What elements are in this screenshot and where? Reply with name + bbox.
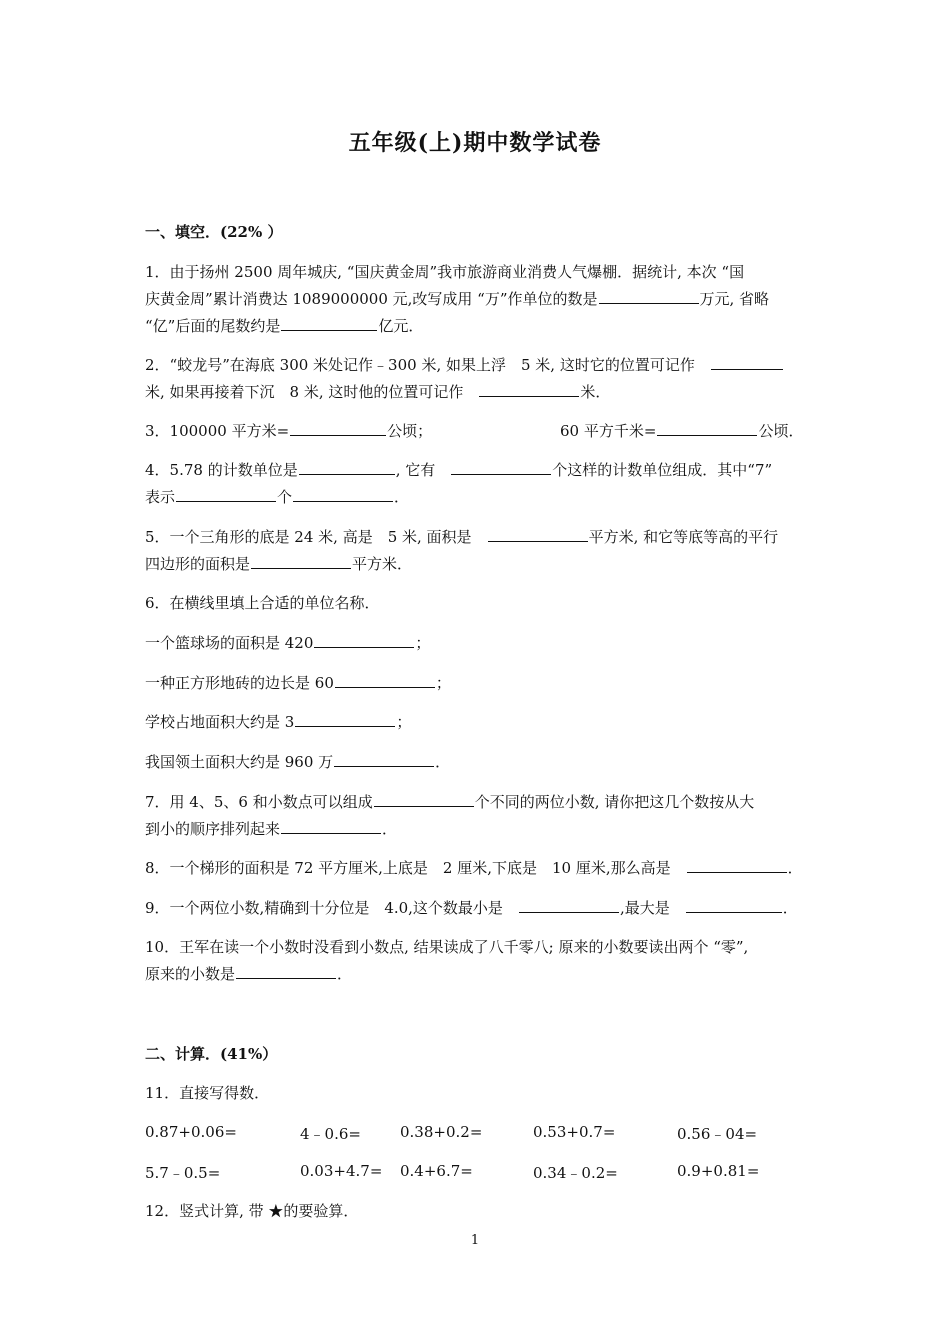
q5-blank-2[interactable]	[251, 554, 351, 569]
q6-item-c	[145, 712, 411, 732]
calc-item: 0.87+0.06=	[145, 1123, 237, 1141]
q3-text-d: 公顷．	[758, 422, 804, 440]
calc-item: 0.4+6.7=	[400, 1162, 473, 1180]
calc-item: 0.53+0.7=	[533, 1123, 616, 1141]
section-1-score: (22%	[220, 223, 263, 241]
q1-text-a: 庆黄金周”累计消费达 1089000000 元,改写成用 “万”作单位的数是	[145, 290, 598, 308]
calc-item: 5.7﹣0.5=	[145, 1164, 221, 1182]
q2-line-1	[145, 355, 784, 375]
q10-line-1: 10．王军在读一个小数时没看到小数点, 结果读成了八千零八; 原来的小数要读出两个 “零”,	[145, 938, 749, 956]
q4-text-b: , 它有	[395, 461, 436, 479]
q7-text-a: 7．用 4、5、6 和小数点可以组成	[145, 793, 373, 811]
q8-line	[145, 858, 803, 878]
q3-line-b	[560, 421, 803, 441]
q9-text-c: ．	[782, 899, 798, 917]
q6-blank-2[interactable]	[335, 673, 435, 688]
q4-line-1	[145, 460, 772, 480]
q9-blank-1[interactable]	[519, 898, 619, 913]
q7-text-d: ．	[382, 820, 398, 838]
q6-end-d: ．	[435, 753, 451, 771]
q6-semi-c: ；	[396, 713, 412, 731]
q4-text-a: 4．5.78 的计数单位是	[145, 461, 298, 479]
q6-item-b	[145, 673, 451, 693]
q9-text-a: 9．一个两位小数,精确到十分位是 4.0,这个数最小是	[145, 899, 503, 917]
q3-text-b: 公顷；	[387, 422, 433, 440]
q6-text-b: 一种正方形地砖的边长是 60	[145, 674, 334, 692]
q7-blank-2[interactable]	[281, 819, 381, 834]
q3-text-c: 60 平方千米=	[560, 422, 657, 440]
q5-text-c: 四边形的面积是	[145, 555, 251, 573]
section-1-label: 一、填空．	[145, 223, 221, 241]
q12-intro: 12．竖式计算, 带 ★的要验算．	[145, 1202, 359, 1220]
q6-intro: 6．在横线里填上合适的单位名称．	[145, 594, 380, 612]
q1-text-d: 亿元．	[378, 317, 424, 335]
section-1-close: ）	[267, 223, 283, 241]
q4-text-c: 个这样的计数单位组成．其中“7”	[552, 461, 773, 479]
q6-text-a: 一个篮球场的面积是 420	[145, 634, 314, 652]
q9-blank-2[interactable]	[686, 898, 782, 913]
section-1-heading	[145, 221, 283, 242]
q6-semi-a: ；	[415, 634, 431, 652]
q4-blank-2[interactable]	[451, 460, 551, 475]
q6-item-a	[145, 633, 430, 653]
q5-blank-1[interactable]	[488, 527, 588, 542]
q4-blank-3[interactable]	[176, 487, 276, 502]
calc-item: 0.9+0.81=	[677, 1162, 760, 1180]
q7-text-b: 个不同的两位小数, 请你把这几个数按从大	[474, 793, 755, 811]
q1-blank-1[interactable]	[599, 289, 699, 304]
q4-line-2	[145, 487, 409, 507]
q1-line-2	[145, 289, 769, 309]
q3-text-a: 3．100000 平方米=	[145, 422, 290, 440]
q7-blank-1[interactable]	[374, 792, 474, 807]
q6-blank-3[interactable]	[295, 712, 395, 727]
q5-text-d: 平方米．	[352, 555, 413, 573]
q6-blank-1[interactable]	[314, 633, 414, 648]
q2-blank-2[interactable]	[479, 382, 579, 397]
q5-text-a: 5．一个三角形的底是 24 米, 高是 5 米, 面积是	[145, 528, 472, 546]
page-number: 1	[470, 1233, 480, 1248]
q9-line	[145, 898, 798, 918]
q4-text-f: ．	[394, 488, 410, 506]
q6-semi-b: ；	[435, 674, 451, 692]
q2-blank-1[interactable]	[711, 355, 783, 370]
q2-line-2	[145, 382, 610, 402]
q10-blank[interactable]	[236, 964, 336, 979]
q3-blank-2[interactable]	[657, 421, 757, 436]
q7-line-1	[145, 792, 754, 812]
q7-line-2	[145, 819, 397, 839]
section-2-score: (41%）	[220, 1045, 278, 1063]
q4-text-e: 个	[277, 488, 293, 506]
q8-text-a: 8．一个梯形的面积是 72 平方厘米,上底是 2 厘米,下底是 10 厘米,那么高是	[145, 859, 671, 877]
q6-text-d: 我国领土面积大约是 960 万	[145, 753, 334, 771]
q1-blank-2[interactable]	[281, 316, 377, 331]
q5-text-b: 平方米, 和它等底等高的平行	[588, 528, 779, 546]
q2-text-c: 米．	[580, 383, 611, 401]
section-2-label: 二、计算．	[145, 1045, 221, 1063]
q5-line-1	[145, 527, 778, 547]
calc-item: 0.03+4.7=	[300, 1162, 383, 1180]
q2-text-b: 米, 如果再接着下沉 8 米, 这时他的位置可记作	[145, 383, 464, 401]
q1-text-c: “亿”后面的尾数约是	[145, 317, 281, 335]
q4-blank-1[interactable]	[299, 460, 395, 475]
calc-item: 4﹣0.6=	[300, 1125, 361, 1143]
section-2-heading	[145, 1043, 277, 1064]
q10-text-a: 原来的小数是	[145, 965, 236, 983]
q11-intro: 11．直接写得数．	[145, 1084, 270, 1102]
q3-blank-1[interactable]	[290, 421, 386, 436]
q8-text-b: ．	[787, 859, 803, 877]
q4-blank-4[interactable]	[293, 487, 393, 502]
q6-text-c: 学校占地面积大约是 3	[145, 713, 295, 731]
q1-text-b: 万元, 省略	[699, 290, 770, 308]
q4-text-d: 表示	[145, 488, 176, 506]
q3-line-a	[145, 421, 432, 441]
calc-item: 0.38+0.2=	[400, 1123, 483, 1141]
q8-blank[interactable]	[687, 858, 787, 873]
q9-text-b: ,最大是	[619, 899, 670, 917]
q6-item-d	[145, 752, 450, 772]
q10-text-b: ．	[337, 965, 353, 983]
q5-line-2	[145, 554, 412, 574]
page-title: 五年级(上)期中数学试卷	[348, 130, 602, 156]
q10-line-2	[145, 964, 352, 984]
q2-text-a: 2．“蛟龙号”在海底 300 米处记作﹣300 米, 如果上浮 5 米, 这时它的位置可记作	[145, 356, 695, 374]
calc-item: 0.34﹣0.2=	[533, 1164, 618, 1182]
q1-line-1: 1．由于扬州 2500 周年城庆, “国庆黄金周”我市旅游商业消费人气爆棚．据统计, 本次 “国	[145, 263, 745, 281]
calc-item: 0.56﹣04=	[677, 1125, 758, 1143]
q1-line-3	[145, 316, 423, 336]
q7-text-c: 到小的顺序排列起来	[145, 820, 281, 838]
q6-blank-4[interactable]	[334, 752, 434, 767]
